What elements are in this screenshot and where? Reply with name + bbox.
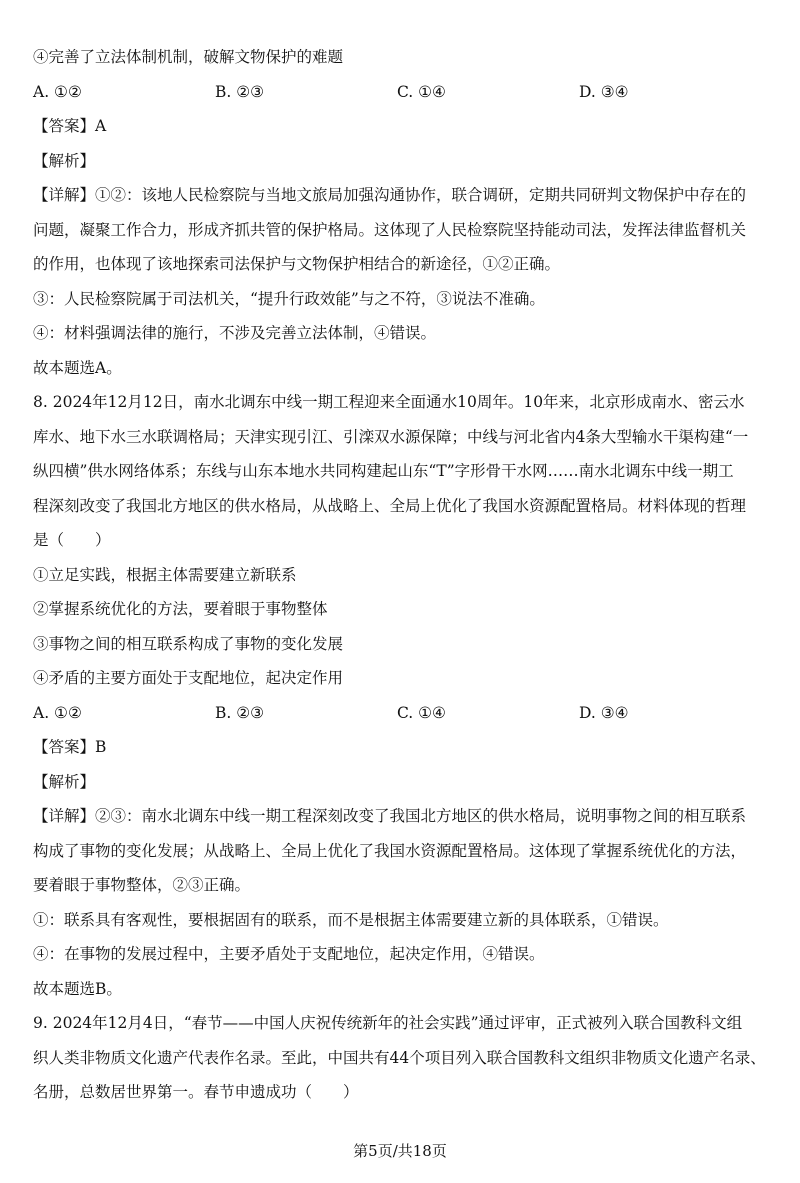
q8-statement-3: ③事物之间的相互联系构成了事物的变化发展	[33, 634, 344, 653]
document-page	[33, 40, 768, 1110]
q8-statement-4: ④矛盾的主要方面处于支配地位，起决定作用	[33, 669, 344, 687]
q9-stem-line: 名册，总数居世界第一。春节申遗成功（ ）	[33, 1083, 359, 1101]
q7-detail-line: 问题，凝聚工作合力，形成齐抓共管的保护格局。这体现了人民检察院坚持能动司法，发挥法律监督机关	[33, 220, 747, 239]
q7-analysis-label: 【解析】	[33, 151, 96, 170]
q7-detail-line: ③：人民检察院属于司法机关，“提升行政效能”与之不符，③说法不准确。	[33, 289, 545, 308]
q8-statement-1: ①立足实践，根据主体需要建立新联系	[33, 565, 297, 584]
q8-detail-line: 构成了事物的变化发展；从战略上、全局上优化了我国水资源配置格局。这体现了掌握系统优化的方法，	[33, 841, 747, 860]
q7-conclusion: 故本题选A。	[33, 358, 122, 377]
q7-answer: 【答案】A	[33, 117, 107, 135]
q8-detail-line: ①：联系具有客观性，要根据固有的联系，而不是根据主体需要建立新的具体联系，①错误。	[33, 910, 669, 929]
q7-detail-line: 的作用，也体现了该地探索司法保护与文物保护相结合的新途径，①②正确。	[33, 255, 561, 273]
q8-option-d: D. ③④	[579, 703, 629, 722]
q8-option-c: C. ①④	[397, 703, 446, 722]
q8-detail-line: 【详解】②③：南水北调东中线一期工程深刻改变了我国北方地区的供水格局，说明事物之间的相互联系	[33, 807, 747, 825]
q8-stem-line: 8. 2024年12月12日，南水北调东中线一期工程迎来全面通水10周年。10年来，北京形成南水、密云水	[33, 393, 745, 411]
q8-stem-line: 库水、地下水三水联调格局；天津实现引江、引滦双水源保障；中线与河北省内4条大型输水干渠构建“一	[33, 427, 749, 446]
q8-detail-line: 要着眼于事物整体，②③正确。	[33, 876, 251, 894]
q7-detail-line: 【详解】①②：该地人民检察院与当地文旅局加强沟通协作，联合调研，定期共同研判文物保护中存在的	[33, 186, 747, 204]
q8-analysis-label: 【解析】	[33, 772, 96, 791]
q8-stem-line: 程深刻改变了我国北方地区的供水格局，从战略上、全局上优化了我国水资源配置格局。材料体现的哲理	[33, 496, 747, 515]
q8-stem-line: 是（ ）	[33, 531, 111, 549]
q7-option-d: D. ③④	[579, 82, 629, 101]
q8-conclusion: 故本题选B。	[33, 979, 122, 998]
q8-detail-line: ④：在事物的发展过程中，主要矛盾处于支配地位，起决定作用，④错误。	[33, 945, 545, 963]
q7-option-c: C. ①④	[397, 82, 446, 101]
q7-option-a: A. ①②	[33, 82, 82, 101]
q8-option-b: B. ②③	[215, 703, 265, 722]
page-footer: 第5页/共18页	[353, 1142, 447, 1160]
q8-answer: 【答案】B	[33, 738, 107, 756]
q8-stem-line: 纵四横”供水网络体系；东线与山东本地水共同构建起山东“T”字形骨干水网……南水北调东中线一期工	[33, 462, 734, 480]
q8-statement-2: ②掌握系统优化的方法，要着眼于事物整体	[33, 600, 328, 618]
q7-options	[33, 75, 768, 110]
q7-statement-4: ④完善了立法体制机制，破解文物保护的难题	[33, 48, 344, 66]
q9-stem-line: 9. 2024年12月4日，“春节——中国人庆祝传统新年的社会实践”通过评审，正式被列入联合国教科文组	[33, 1014, 743, 1032]
q7-option-b: B. ②③	[215, 82, 265, 101]
q8-options	[33, 696, 768, 731]
q7-detail-line: ④：材料强调法律的施行，不涉及完善立法体制，④错误。	[33, 324, 437, 342]
q8-option-a: A. ①②	[33, 703, 82, 722]
q9-stem-line: 织人类非物质文化遗产代表作名录。至此，中国共有44个项目列入联合国教科文组织非物质文化遗产名录、	[33, 1048, 766, 1067]
